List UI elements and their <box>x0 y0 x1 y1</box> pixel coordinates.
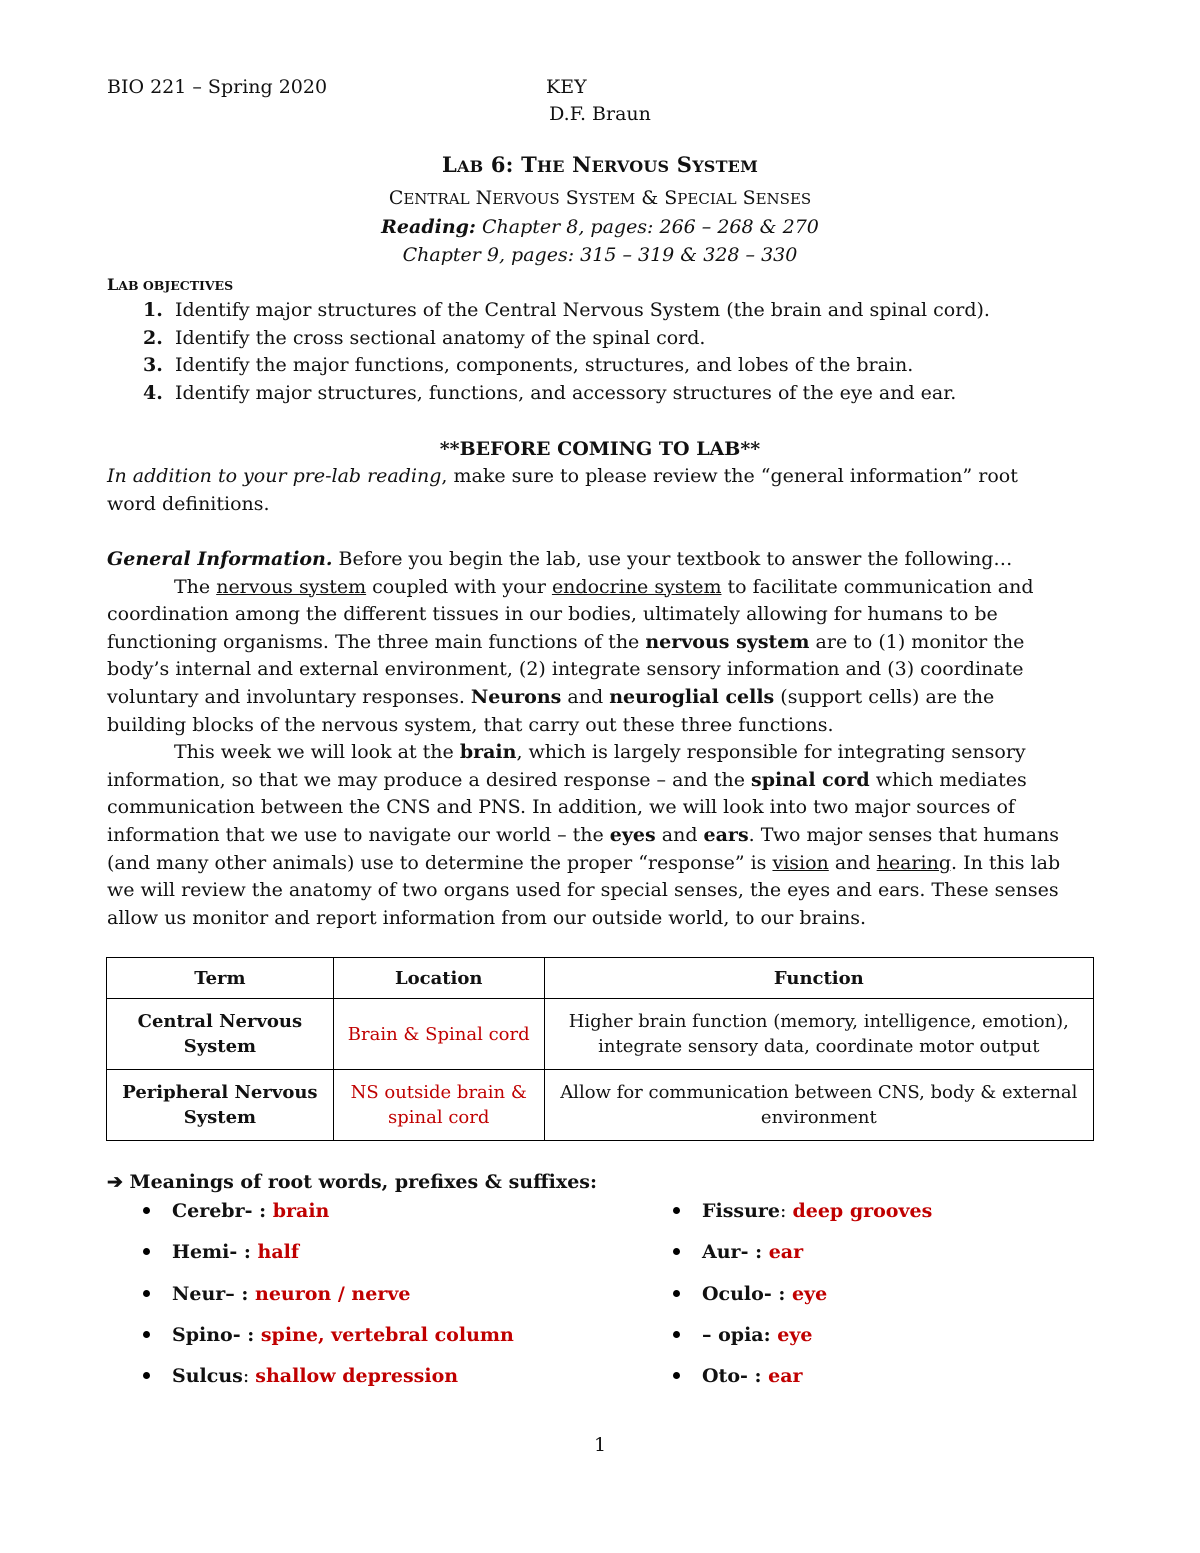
location-cell: NS outside brain & spinal cord <box>333 1070 544 1141</box>
term-cell: Central Nervous System <box>107 999 334 1070</box>
list-item: Oculo- : eye <box>673 1281 827 1309</box>
bullet-icon <box>143 1372 150 1379</box>
bullet-icon <box>143 1207 150 1214</box>
list-item: – opia: eye <box>673 1322 812 1350</box>
column-header-location: Location <box>333 958 544 999</box>
objectives-list <box>107 297 990 407</box>
bullet-icon <box>673 1372 680 1379</box>
general-information: General Information. Before you begin the lab, use your textbook to answer the following… The nervous system coupled with your endocrine system to facilitate communication and coordination among the different tissues in our bodies, ultimately allowing for humans to be functioning organisms. The three main functions of the nervous system are to (1) monitor the body’s internal and external environment, (2) integrate sensory information and (3) coordinate voluntary and involuntary responses. Neurons and neuroglial cells (support cells) are the building blocks of the nervous system, that carry out these three functions. This week we will look at the brain, which is largely responsible for integrating sensory information, so that we may produce a desired response – and the spinal cord which mediates communication between the CNS and PNS. In addition, we will look into two major sources of information that we use to navigate our world – the eyes and ears. Two major senses that humans (and many other animals) use to determine the proper “response” is vision and hearing. In this lab we will review the anatomy of two organs used for special senses, the eyes and ears. These senses allow us monitor and report information from our outside world, to our brains. <box>107 548 1061 929</box>
table-row <box>107 999 1094 1070</box>
author-label: D.F. Braun <box>549 103 651 125</box>
page-number: 1 <box>593 1434 607 1456</box>
list-item: Fissure: deep grooves <box>673 1198 932 1226</box>
bullet-icon <box>673 1290 680 1297</box>
bullet-icon <box>673 1207 680 1214</box>
course-header: BIO 221 – Spring 2020 <box>107 76 328 98</box>
term-cell: Peripheral Nervous System <box>107 1070 334 1141</box>
root-words-heading: ➔ Meanings of root words, prefixes & suffixes: <box>107 1171 598 1193</box>
page-title: LAB 6: THE NERVOUS SYSTEM <box>442 152 758 177</box>
bullet-icon <box>143 1290 150 1297</box>
list-item: Hemi- : half <box>143 1239 299 1267</box>
bullet-icon <box>673 1331 680 1338</box>
column-header-term: Term <box>107 958 334 999</box>
list-item: Spino- : spine, vertebral column <box>143 1322 514 1350</box>
bullet-icon <box>143 1331 150 1338</box>
bullet-icon <box>673 1248 680 1255</box>
list-item: Cerebr- : brain <box>143 1198 329 1226</box>
objective-item: 3. Identify the major functions, components, structures, and lobes of the brain. <box>143 354 914 377</box>
bullet-icon <box>143 1248 150 1255</box>
reading-line-2: Chapter 9, pages: 315 – 319 & 328 – 330 <box>402 244 798 266</box>
page-subtitle: CENTRAL NERVOUS SYSTEM & SPECIAL SENSES <box>388 187 812 209</box>
before-lab-text: In addition to your pre-lab reading, make sure to please review the “general information” root word definitions. <box>107 465 1018 515</box>
objective-item: 1. Identify major structures of the Central Nervous System (the brain and spinal cord). <box>143 299 990 321</box>
objective-item: 4. Identify major structures, functions, and accessory structures of the eye and ear. <box>143 381 957 404</box>
location-cell: Brain & Spinal cord <box>333 999 544 1070</box>
table-row <box>107 1070 1094 1141</box>
list-item: Aur- : ear <box>673 1239 803 1267</box>
key-label: KEY <box>546 76 587 98</box>
terms-table <box>106 957 1094 1141</box>
objectives-heading: LAB OBJECTIVES <box>107 275 234 294</box>
list-item: Sulcus: shallow depression <box>143 1363 458 1391</box>
reading-line-1: Reading: Chapter 8, pages: 266 – 268 & 270 <box>381 216 819 238</box>
list-item: Neur– : neuron / nerve <box>143 1281 410 1309</box>
function-cell: Higher brain function (memory, intelligence, emotion), integrate sensory data, coordinate motor output <box>544 999 1093 1070</box>
table-header-row <box>107 958 1094 999</box>
column-header-function: Function <box>544 958 1093 999</box>
function-cell: Allow for communication between CNS, body & external environment <box>544 1070 1093 1141</box>
objective-item: 2. Identify the cross sectional anatomy of the spinal cord. <box>143 326 706 349</box>
arrow-icon: ➔ <box>107 1171 123 1193</box>
list-item: Oto- : ear <box>673 1363 803 1391</box>
before-lab-heading: **BEFORE COMING TO LAB** <box>439 438 761 460</box>
